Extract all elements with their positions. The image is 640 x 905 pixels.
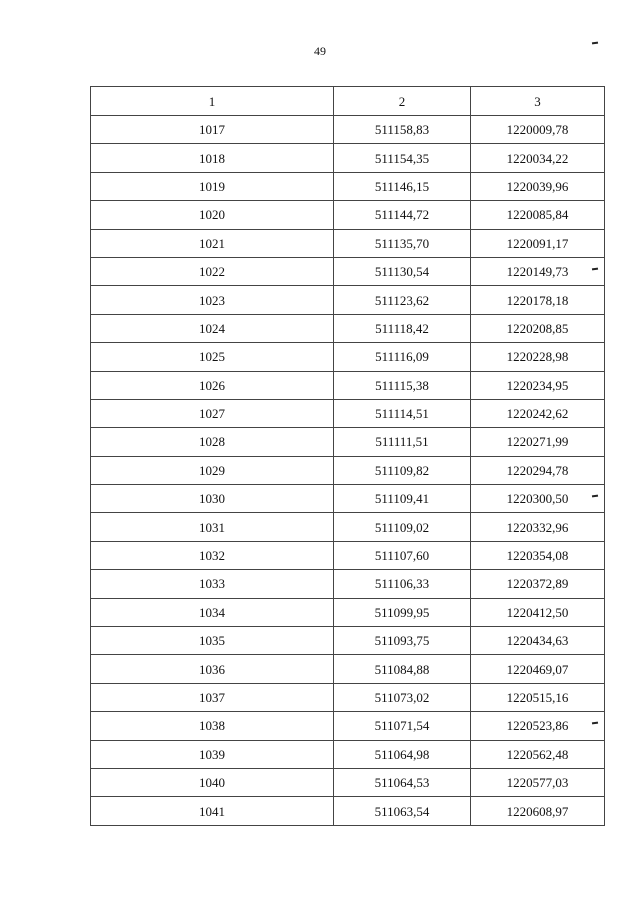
x-coordinate-cell: 511093,75 — [334, 627, 471, 655]
point-number-cell: 1018 — [91, 144, 334, 172]
point-number-cell: 1023 — [91, 286, 334, 314]
x-coordinate-cell: 511154,35 — [334, 144, 471, 172]
y-coordinate-cell: 1220469,07 — [471, 655, 605, 683]
table-row — [91, 598, 605, 626]
table-row — [91, 712, 605, 740]
y-coordinate-cell: 1220034,22 — [471, 144, 605, 172]
table-row — [91, 371, 605, 399]
y-coordinate-cell: 1220009,78 — [471, 116, 605, 144]
x-coordinate-cell: 511123,62 — [334, 286, 471, 314]
table-row — [91, 428, 605, 456]
point-number-cell: 1019 — [91, 172, 334, 200]
y-coordinate-cell: 1220294,78 — [471, 456, 605, 484]
table-row — [91, 627, 605, 655]
x-coordinate-cell: 511063,54 — [334, 797, 471, 825]
y-coordinate-cell: 1220149,73 — [471, 257, 605, 285]
point-number-cell: 1039 — [91, 740, 334, 768]
point-number-cell: 1022 — [91, 257, 334, 285]
table-row — [91, 513, 605, 541]
table-row — [91, 343, 605, 371]
y-coordinate-cell: 1220271,99 — [471, 428, 605, 456]
point-number-cell: 1027 — [91, 399, 334, 427]
y-coordinate-cell: 1220434,63 — [471, 627, 605, 655]
y-coordinate-cell: 1220234,95 — [471, 371, 605, 399]
x-coordinate-cell: 511109,82 — [334, 456, 471, 484]
x-coordinate-cell: 511071,54 — [334, 712, 471, 740]
x-coordinate-cell: 511144,72 — [334, 201, 471, 229]
point-number-cell: 1037 — [91, 683, 334, 711]
point-number-cell: 1036 — [91, 655, 334, 683]
page-number: 49 — [314, 44, 326, 58]
column-header: 2 — [334, 87, 471, 116]
table-row — [91, 485, 605, 513]
table-row — [91, 172, 605, 200]
y-coordinate-cell: 1220228,98 — [471, 343, 605, 371]
x-coordinate-cell: 511111,51 — [334, 428, 471, 456]
table-header-row — [91, 87, 605, 116]
x-coordinate-cell: 511115,38 — [334, 371, 471, 399]
x-coordinate-cell: 511064,53 — [334, 768, 471, 796]
table-row — [91, 740, 605, 768]
x-coordinate-cell: 511118,42 — [334, 314, 471, 342]
point-number-cell: 1029 — [91, 456, 334, 484]
y-coordinate-cell: 1220039,96 — [471, 172, 605, 200]
point-number-cell: 1028 — [91, 428, 334, 456]
y-coordinate-cell: 1220300,50 — [471, 485, 605, 513]
x-coordinate-cell: 511114,51 — [334, 399, 471, 427]
x-coordinate-cell: 511084,88 — [334, 655, 471, 683]
table-row — [91, 797, 605, 825]
column-header: 1 — [91, 87, 334, 116]
x-coordinate-cell: 511106,33 — [334, 570, 471, 598]
point-number-cell: 1020 — [91, 201, 334, 229]
table-row — [91, 116, 605, 144]
point-number-cell: 1032 — [91, 541, 334, 569]
x-coordinate-cell: 511130,54 — [334, 257, 471, 285]
y-coordinate-cell: 1220412,50 — [471, 598, 605, 626]
point-number-cell: 1026 — [91, 371, 334, 399]
point-number-cell: 1017 — [91, 116, 334, 144]
point-number-cell: 1033 — [91, 570, 334, 598]
y-coordinate-cell: 1220515,16 — [471, 683, 605, 711]
x-coordinate-cell: 511099,95 — [334, 598, 471, 626]
y-coordinate-cell: 1220332,96 — [471, 513, 605, 541]
y-coordinate-cell: 1220562,48 — [471, 740, 605, 768]
table-row — [91, 768, 605, 796]
table-row — [91, 570, 605, 598]
point-number-cell: 1030 — [91, 485, 334, 513]
y-coordinate-cell: 1220085,84 — [471, 201, 605, 229]
table-row — [91, 314, 605, 342]
point-number-cell: 1021 — [91, 229, 334, 257]
point-number-cell: 1040 — [91, 768, 334, 796]
table-row — [91, 144, 605, 172]
point-number-cell: 1034 — [91, 598, 334, 626]
y-coordinate-cell: 1220608,97 — [471, 797, 605, 825]
table-row — [91, 399, 605, 427]
table-row — [91, 683, 605, 711]
point-number-cell: 1025 — [91, 343, 334, 371]
y-coordinate-cell: 1220208,85 — [471, 314, 605, 342]
y-coordinate-cell: 1220372,89 — [471, 570, 605, 598]
point-number-cell: 1024 — [91, 314, 334, 342]
x-coordinate-cell: 511107,60 — [334, 541, 471, 569]
point-number-cell: 1035 — [91, 627, 334, 655]
y-coordinate-cell: 1220354,08 — [471, 541, 605, 569]
x-coordinate-cell: 511073,02 — [334, 683, 471, 711]
y-coordinate-cell: 1220091,17 — [471, 229, 605, 257]
table-row — [91, 286, 605, 314]
y-coordinate-cell: 1220242,62 — [471, 399, 605, 427]
y-coordinate-cell: 1220178,18 — [471, 286, 605, 314]
x-coordinate-cell: 511146,15 — [334, 172, 471, 200]
x-coordinate-cell: 511158,83 — [334, 116, 471, 144]
x-coordinate-cell: 511135,70 — [334, 229, 471, 257]
table-row — [91, 456, 605, 484]
column-header: 3 — [471, 87, 605, 116]
point-number-cell: 1041 — [91, 797, 334, 825]
y-coordinate-cell: 1220523,86 — [471, 712, 605, 740]
table-row — [91, 229, 605, 257]
point-number-cell: 1038 — [91, 712, 334, 740]
table-row — [91, 201, 605, 229]
x-coordinate-cell: 511116,09 — [334, 343, 471, 371]
coordinates-table — [90, 86, 605, 826]
x-coordinate-cell: 511064,98 — [334, 740, 471, 768]
x-coordinate-cell: 511109,41 — [334, 485, 471, 513]
table-row — [91, 541, 605, 569]
table-row — [91, 655, 605, 683]
point-number-cell: 1031 — [91, 513, 334, 541]
x-coordinate-cell: 511109,02 — [334, 513, 471, 541]
table-row — [91, 257, 605, 285]
y-coordinate-cell: 1220577,03 — [471, 768, 605, 796]
